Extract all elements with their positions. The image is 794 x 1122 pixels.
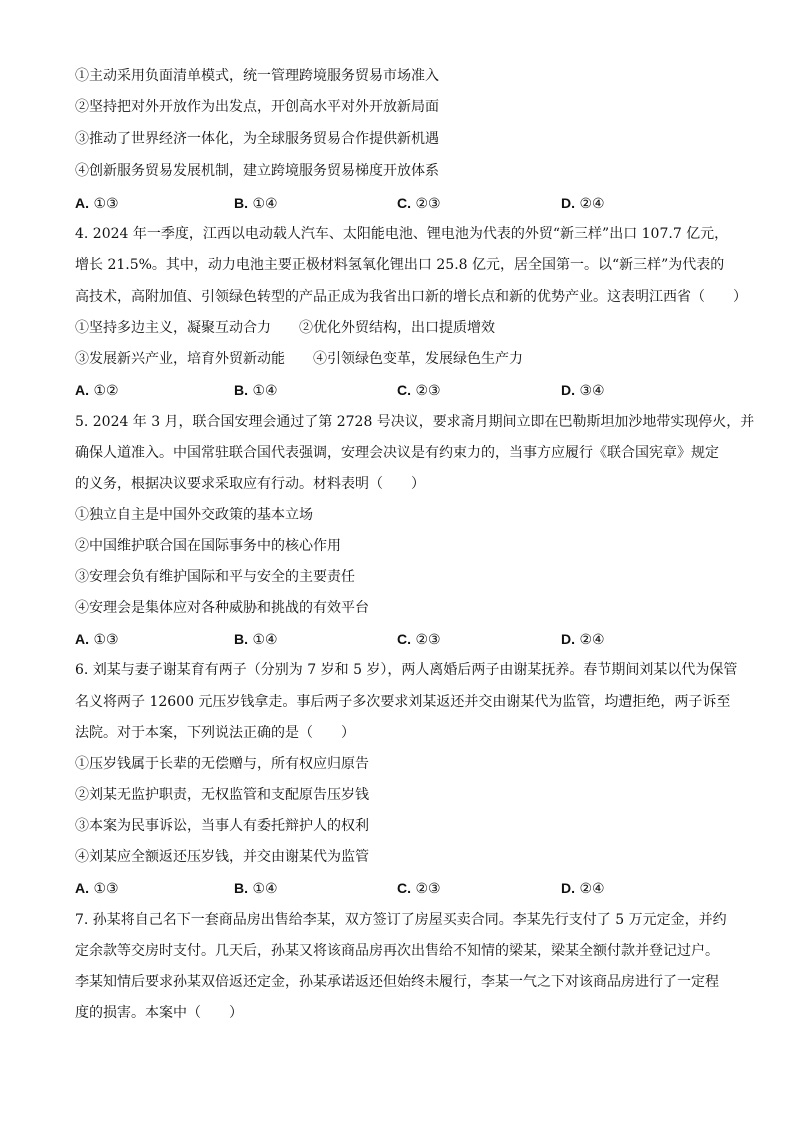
q4-items-row-2: ③发展新兴产业，培育外贸新动能 ④引领绿色变革，发展绿色生产力 [75, 351, 523, 367]
q4-stem-line-2: 增长 21.5%。其中，动力电池主要正极材料氢氧化锂出口 25.8 亿元，居全国第一。以“新三样”为代表的 [75, 257, 725, 273]
q6-option-c[interactable]: C. ②③ [397, 880, 441, 897]
q4-stem-line-1: 4. 2024 年一季度，江西以电动载人汽车、太阳能电池、锂电池为代表的外贸“新三样”出口 107.7 亿元， [75, 226, 729, 242]
q3-item-2: ②坚持把对外开放作为出发点，开创高水平对外开放新局面 [75, 99, 439, 115]
q4-items-row-1: ①坚持多边主义，凝聚互动合力 ②优化外贸结构，出口提质增效 [75, 320, 495, 336]
q7-stem-line-1: 7. 孙某将自己名下一套商品房出售给李某，双方签订了房屋买卖合同。李某先行支付了 5 万元定金，并约 [75, 912, 727, 928]
q5-option-d[interactable]: D. ②④ [561, 631, 605, 648]
q5-options [75, 629, 715, 649]
q4-option-a[interactable]: A. ①② [75, 382, 119, 399]
q3-item-3: ③推动了世界经济一体化，为全球服务贸易合作提供新机遇 [75, 131, 439, 147]
q6-option-a[interactable]: A. ①③ [75, 880, 119, 897]
q6-item-4: ④刘某应全额返还压岁钱，并交由谢某代为监管 [75, 849, 369, 865]
q5-option-a[interactable]: A. ①③ [75, 631, 119, 648]
q6-options [75, 878, 715, 898]
q5-option-b[interactable]: B. ①④ [234, 631, 278, 648]
q5-item-1: ①独立自主是中国外交政策的基本立场 [75, 507, 313, 523]
q3-option-c[interactable]: C. ②③ [397, 195, 441, 212]
q6-stem-line-2: 名义将两子 12600 元压岁钱拿走。事后两子多次要求刘某返还并交由谢某代为监管，均遭拒绝，两子诉至 [75, 694, 731, 710]
q3-option-a[interactable]: A. ①③ [75, 195, 119, 212]
q3-option-b[interactable]: B. ①④ [234, 195, 278, 212]
q3-item-1: ①主动采用负面清单模式，统一管理跨境服务贸易市场准入 [75, 68, 439, 84]
q7-stem-line-2: 定余款等交房时支付。几天后，孙某又将该商品房再次出售给不知情的梁某，梁某全额付款并登记过户。 [75, 943, 719, 959]
q4-stem-line-3: 高技术，高附加值、引领绿色转型的产品正成为我省出口新的增长点和新的优势产业。这表明江西省（ ） [75, 289, 747, 305]
q4-option-b[interactable]: B. ①④ [234, 382, 278, 399]
q6-stem-line-1: 6. 刘某与妻子谢某育有两子（分别为 7 岁和 5 岁），两人离婚后两子由谢某抚养。春节期间刘某以代为保管 [75, 662, 738, 678]
q6-option-b[interactable]: B. ①④ [234, 880, 278, 897]
q5-stem-line-3: 的义务，根据决议要求采取应有行动。材料表明（ ） [75, 476, 425, 492]
q6-item-1: ①压岁钱属于长辈的无偿赠与，所有权应归原告 [75, 756, 369, 772]
q6-stem-line-3: 法院。对于本案，下列说法正确的是（ ） [75, 725, 355, 741]
q6-item-2: ②刘某无监护职责，无权监管和支配原告压岁钱 [75, 787, 369, 803]
q5-item-3: ③安理会负有维护国际和平与安全的主要责任 [75, 569, 355, 585]
q3-item-4: ④创新服务贸易发展机制，建立跨境服务贸易梯度开放体系 [75, 163, 439, 179]
q5-item-2: ②中国维护联合国在国际事务中的核心作用 [75, 538, 341, 554]
q5-item-4: ④安理会是集体应对各种威胁和挑战的有效平台 [75, 600, 369, 616]
q6-option-d[interactable]: D. ②④ [561, 880, 605, 897]
q7-stem-line-3: 李某知情后要求孙某双倍返还定金，孙某承诺返还但始终未履行，李某一气之下对该商品房进行了一定程 [75, 974, 719, 990]
q4-option-d[interactable]: D. ③④ [561, 382, 605, 399]
q5-stem-line-1: 5. 2024 年 3 月，联合国安理会通过了第 2728 号决议，要求斋月期间立即在巴勒斯坦加沙地带实现停火，并 [75, 414, 755, 430]
q3-options [75, 193, 715, 213]
q3-option-d[interactable]: D. ②④ [561, 195, 605, 212]
q4-option-c[interactable]: C. ②③ [397, 382, 441, 399]
q5-option-c[interactable]: C. ②③ [397, 631, 441, 648]
q4-options [75, 380, 715, 400]
q5-stem-line-2: 确保人道准入。中国常驻联合国代表强调，安理会决议是有约束力的，当事方应履行《联合国宪章》规定 [75, 445, 719, 461]
q7-stem-line-4: 度的损害。本案中（ ） [75, 1005, 243, 1021]
q6-item-3: ③本案为民事诉讼，当事人有委托辩护人的权利 [75, 818, 369, 834]
